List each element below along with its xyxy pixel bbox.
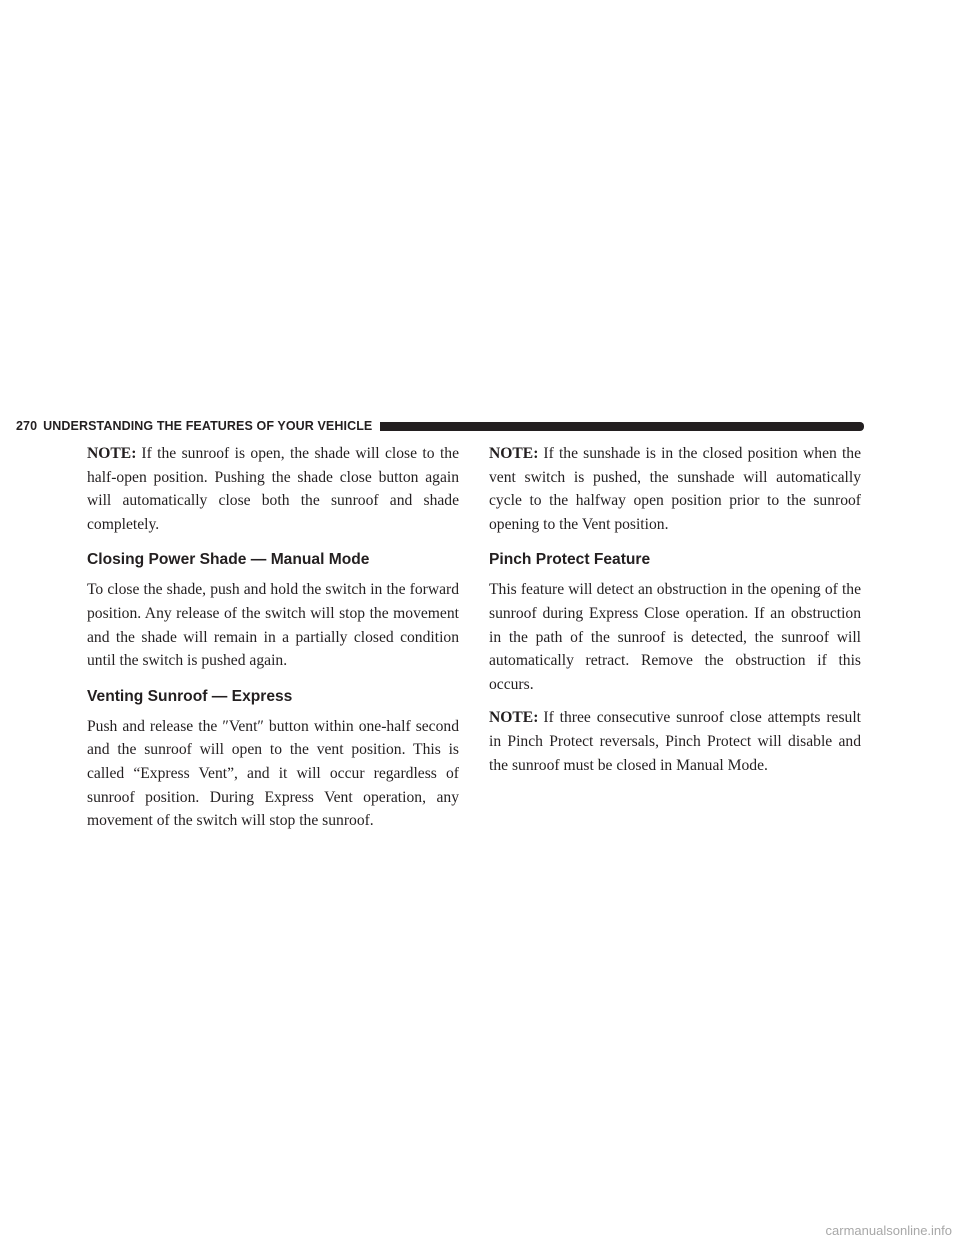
paragraph-venting-sunroof: Push and release the ″Vent″ button within one-half second and the sunroof will open to the vent position. This is called “Express Vent”, and it will occur regardless of sunroof position. During Express Vent operation, any movement of the switch will stop the sunroof. (87, 717, 459, 830)
heading-venting-sunroof: Venting Sunroof — Express (87, 687, 293, 705)
heading-closing-power-shade: Closing Power Shade — Manual Mode (87, 551, 370, 569)
section-title: UNDERSTANDING THE FEATURES OF YOUR VEHICLE (43, 419, 373, 433)
note-text: If the sunroof is open, the shade will close to the half-open position. Pushing the shade close button again will automatically close both the sunroof and shade completely. (87, 445, 459, 533)
note-paragraph (489, 706, 861, 777)
paragraph-pinch-protect: This feature will detect an obstruction in the opening of the sunroof during Express Close operation. If an obstruction in the path of the sunroof is detected, the sunroof will automatically retract. Remove the obstruction if this occurs. (489, 581, 861, 693)
header-rule (380, 422, 864, 431)
right-column (489, 442, 861, 787)
watermark-text: carmanualsonline.info (825, 1223, 952, 1238)
paragraph-closing-shade: To close the shade, push and hold the switch in the forward position. Any release of the switch will stop the movement and the shade will remain in a partially closed condition until the switch is pushed again. (87, 581, 459, 670)
page-number: 270 (16, 419, 38, 433)
note-paragraph (87, 442, 459, 536)
note-label: NOTE: (87, 445, 137, 462)
page-header (16, 419, 864, 433)
left-column (87, 442, 459, 843)
note-text: If the sunshade is in the closed position when the vent switch is pushed, the sunshade will automatically cycle to the halfway open position prior to the sunroof opening to the Vent position. (489, 445, 861, 533)
heading-pinch-protect: Pinch Protect Feature (489, 551, 651, 569)
note-paragraph (489, 442, 861, 536)
note-text: If three consecutive sunroof close attempts result in Pinch Protect reversals, Pinch Protect will disable and the sunroof must be closed in Manual Mode. (489, 709, 861, 774)
note-label: NOTE: (489, 445, 539, 462)
note-label: NOTE: (489, 709, 539, 727)
